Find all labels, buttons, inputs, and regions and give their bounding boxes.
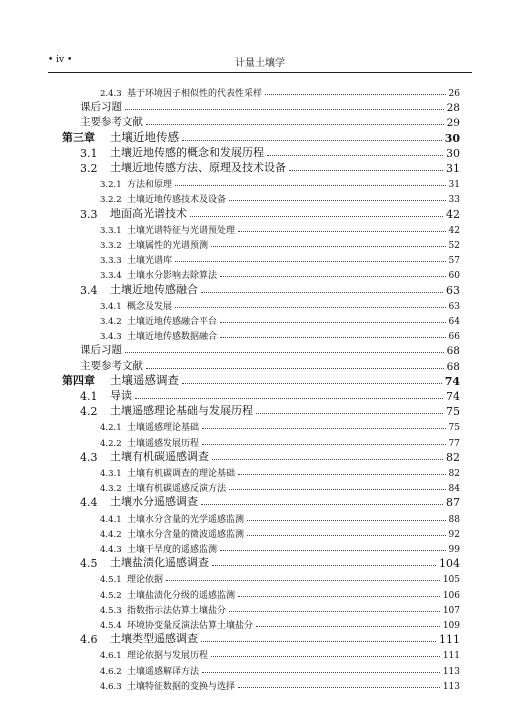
toc-entry-page: 42 bbox=[446, 207, 460, 221]
toc-entry bbox=[80, 449, 460, 464]
toc-entry-title: 土壤水分含量的光学遥感监测 bbox=[127, 514, 245, 525]
dot-leader bbox=[182, 383, 442, 384]
toc-entry-page: 26 bbox=[448, 89, 460, 99]
toc-entry bbox=[100, 646, 460, 661]
toc-entry-number: 3.2.2 bbox=[100, 195, 122, 206]
toc-entry-title: 土壤遥感调查 bbox=[110, 372, 179, 387]
toc-entry-number: 4.6.3 bbox=[100, 681, 122, 692]
dot-leader bbox=[125, 109, 444, 110]
dot-leader bbox=[175, 261, 446, 262]
toc-entry-title: 土壤特征数据的变换与选择 bbox=[127, 681, 236, 692]
dot-leader bbox=[220, 276, 446, 277]
toc-entry-number: 4.4.2 bbox=[100, 529, 122, 540]
toc-entry-number: 4.1 bbox=[80, 390, 98, 403]
dot-leader bbox=[212, 459, 443, 460]
toc-entry-page: 29 bbox=[446, 117, 460, 130]
toc-entry bbox=[100, 677, 460, 692]
toc-entry-page: 87 bbox=[446, 496, 460, 510]
dot-leader bbox=[229, 489, 446, 490]
toc-entry-number: 4.6 bbox=[80, 633, 98, 647]
toc-entry-title: 地面高光谱技术 bbox=[110, 206, 187, 220]
toc-entry-page: 88 bbox=[448, 514, 460, 525]
dot-leader bbox=[175, 185, 446, 186]
toc-entry-title: 基于环境因子相似性的代表性采样 bbox=[127, 89, 263, 99]
dot-leader bbox=[238, 596, 440, 597]
toc-entry-number: 3.4.3 bbox=[100, 332, 122, 343]
dot-leader bbox=[166, 580, 440, 581]
toc-entry-number: 3.3.2 bbox=[100, 241, 122, 251]
dot-leader bbox=[202, 672, 440, 673]
dot-leader bbox=[201, 641, 436, 642]
toc-entry-page: 33 bbox=[448, 195, 460, 206]
toc-entry-number: 4.2.2 bbox=[100, 438, 122, 449]
dot-leader bbox=[220, 550, 446, 551]
toc-entry-page: 109 bbox=[442, 621, 460, 631]
toc-entry bbox=[100, 464, 460, 479]
dot-leader bbox=[229, 611, 440, 612]
toc-entry bbox=[100, 312, 460, 327]
toc-entry-title: 土壤近地传感方法、原理及技术设备 bbox=[110, 161, 286, 174]
toc-entry-title: 土壤近地传感的概念和发展历程 bbox=[110, 145, 264, 159]
toc-entry bbox=[80, 494, 460, 509]
toc-entry-number: 4.6.2 bbox=[100, 666, 122, 677]
toc-entry-title: 土壤遥感理论基础 bbox=[127, 423, 200, 434]
dot-leader bbox=[201, 504, 443, 505]
dot-leader bbox=[267, 155, 443, 156]
toc-entry-page: 75 bbox=[446, 405, 460, 419]
toc-entry-title: 土壤水分含量的微波遥感监测 bbox=[127, 529, 245, 540]
toc-entry-number: 3.2.1 bbox=[100, 180, 122, 191]
toc-entry-page: 68 bbox=[446, 360, 460, 373]
toc-entry-page: 82 bbox=[446, 450, 460, 464]
toc-entry bbox=[100, 297, 460, 312]
toc-entry bbox=[100, 601, 460, 616]
toc-entry-page: 111 bbox=[442, 651, 460, 662]
toc-entry-number: 第三章 bbox=[62, 130, 95, 144]
toc-entry bbox=[100, 251, 460, 266]
toc-entry bbox=[80, 388, 460, 403]
toc-entry-number: 4.3 bbox=[80, 450, 98, 464]
toc-entry-number: 3.4.1 bbox=[100, 301, 122, 312]
toc-entry-page: 106 bbox=[442, 590, 460, 601]
toc-entry-page: 99 bbox=[448, 545, 460, 555]
toc-entry-number: 4.5.1 bbox=[100, 575, 122, 586]
toc-entry-number: 4.2 bbox=[80, 405, 98, 419]
toc-entry-title: 概念及发展 bbox=[127, 301, 173, 312]
toc-entry-title: 土壤近地传感 bbox=[110, 129, 179, 144]
toc-entry bbox=[100, 586, 460, 601]
dot-leader bbox=[212, 565, 436, 566]
dot-leader bbox=[125, 352, 444, 353]
toc-entry bbox=[100, 540, 460, 555]
toc-entry-number: 第四章 bbox=[62, 373, 95, 387]
toc-entry-title: 课后习题 bbox=[80, 344, 122, 357]
toc-entry-title: 理论依据 bbox=[127, 575, 164, 586]
toc-entry-page: 107 bbox=[442, 605, 460, 616]
toc-entry bbox=[80, 145, 460, 160]
toc-entry-page: 77 bbox=[448, 438, 460, 449]
toc-entry-number: 4.5 bbox=[80, 557, 98, 571]
dot-leader bbox=[247, 535, 446, 536]
dot-leader bbox=[238, 231, 446, 232]
toc-entry bbox=[80, 631, 460, 646]
toc-entry bbox=[100, 190, 460, 205]
toc-entry-page: 75 bbox=[448, 423, 460, 434]
toc-entry-page: 52 bbox=[448, 241, 460, 251]
toc-entry bbox=[80, 160, 460, 175]
toc-entry-page: 63 bbox=[446, 283, 460, 297]
book-title: 计量土壤学 bbox=[235, 58, 285, 69]
toc-entry bbox=[100, 327, 460, 342]
toc-entry-page: 74 bbox=[444, 374, 460, 388]
toc-entry-title: 土壤遥感解译方法 bbox=[127, 666, 200, 677]
toc-entry-title: 土壤近地传感融合平台 bbox=[127, 317, 218, 327]
toc-entry bbox=[100, 662, 460, 677]
toc-entry bbox=[80, 555, 460, 570]
toc-entry-title: 土壤遥感理论基础与发展历程 bbox=[110, 404, 253, 418]
dot-leader bbox=[211, 246, 446, 247]
toc-entry-page: 74 bbox=[446, 390, 460, 403]
header-rule bbox=[48, 72, 472, 73]
toc-entry-title: 理论依据与发展历程 bbox=[127, 651, 209, 662]
toc-entry-title: 土壤有机碳调查的理论基础 bbox=[127, 469, 236, 479]
toc-entry-number: 3.1 bbox=[80, 146, 98, 160]
toc-entry-number: 2.4.3 bbox=[100, 89, 122, 99]
toc-entry-page: 68 bbox=[446, 345, 460, 358]
toc-entry-title: 土壤近地传感融合 bbox=[110, 282, 198, 296]
toc-entry-title: 土壤有机碳遥感反演方法 bbox=[127, 484, 227, 495]
dot-leader bbox=[190, 216, 443, 217]
dot-leader bbox=[238, 687, 440, 688]
dot-leader bbox=[220, 337, 446, 338]
dot-leader bbox=[182, 140, 442, 141]
toc-entry-title: 土壤属性的光谱预测 bbox=[127, 241, 209, 251]
toc-entry-title: 土壤光谱特征与光谱预处理 bbox=[127, 225, 236, 236]
toc-entry bbox=[100, 266, 460, 281]
toc-entry-page: 42 bbox=[448, 225, 460, 236]
toc-entry-title: 土壤盐渍化分级的遥感监测 bbox=[127, 590, 236, 601]
toc-entry-number: 3.3.4 bbox=[100, 271, 122, 282]
toc-entry-page: 111 bbox=[439, 633, 460, 647]
toc-entry-title: 导读 bbox=[110, 389, 132, 402]
toc-entry-number: 4.5.2 bbox=[100, 590, 122, 601]
dot-leader bbox=[247, 520, 446, 521]
toc-entry bbox=[100, 510, 460, 525]
toc-entry-page: 63 bbox=[448, 301, 460, 312]
toc-entry-title: 课后习题 bbox=[80, 101, 122, 114]
toc-entry-number: 3.3.3 bbox=[100, 256, 122, 267]
toc-entry bbox=[62, 130, 460, 145]
toc-entry-page: 84 bbox=[448, 484, 460, 495]
dot-leader bbox=[220, 322, 446, 323]
toc-entry-number: 3.4 bbox=[80, 283, 98, 297]
toc-entry bbox=[80, 358, 460, 373]
toc-entry-title: 土壤水分遥感调查 bbox=[110, 495, 198, 509]
dot-leader bbox=[211, 656, 440, 657]
dot-leader bbox=[202, 428, 446, 429]
toc-entry bbox=[62, 373, 460, 388]
toc-entry bbox=[100, 418, 460, 433]
toc-entry bbox=[80, 342, 460, 357]
toc-entry-page: 113 bbox=[442, 681, 460, 692]
toc-entry-title: 主要参考文献 bbox=[80, 359, 143, 372]
toc-entry-page: 57 bbox=[448, 256, 460, 267]
page-folio: • iv • bbox=[48, 55, 73, 65]
toc-entry bbox=[100, 525, 460, 540]
toc-entry bbox=[100, 236, 460, 251]
toc-entry-page: 60 bbox=[448, 271, 460, 282]
toc-entry-page: 64 bbox=[448, 317, 460, 327]
toc-entry-title: 环境协变量反演法估算土壤盐分 bbox=[127, 621, 254, 631]
toc-entry-number: 4.4 bbox=[80, 496, 98, 510]
toc-entry-page: 66 bbox=[448, 332, 460, 343]
toc-entry-title: 土壤遥感发展历程 bbox=[127, 438, 200, 449]
toc-entry-number: 4.2.1 bbox=[100, 423, 122, 434]
dot-leader bbox=[229, 200, 446, 201]
toc-entry-title: 指数指示法估算土壤盐分 bbox=[127, 605, 227, 616]
dot-leader bbox=[135, 398, 443, 399]
toc-entry-title: 土壤水分影响去除算法 bbox=[127, 271, 218, 282]
toc-entry bbox=[80, 99, 460, 114]
toc-entry-page: 104 bbox=[439, 557, 460, 571]
toc-entry-title: 土壤近地传感技术及设备 bbox=[127, 195, 227, 206]
toc-entry-page: 113 bbox=[442, 666, 460, 677]
dot-leader bbox=[201, 292, 443, 293]
toc-entry bbox=[100, 479, 460, 494]
toc-entry-number: 4.4.1 bbox=[100, 514, 122, 525]
toc-entry-number: 4.4.3 bbox=[100, 545, 122, 555]
toc-entry-title: 土壤类型遥感调查 bbox=[110, 632, 198, 646]
toc-entry-page: 30 bbox=[446, 146, 460, 160]
dot-leader bbox=[146, 368, 444, 369]
dot-leader bbox=[238, 474, 446, 475]
toc-entry bbox=[100, 221, 460, 236]
toc-entry bbox=[100, 570, 460, 585]
dot-leader bbox=[146, 124, 444, 125]
toc-entry-title: 土壤干旱度的遥感监测 bbox=[127, 545, 218, 555]
toc-entry-number: 3.4.2 bbox=[100, 317, 122, 327]
toc-entry-number: 4.3.2 bbox=[100, 484, 122, 495]
toc-entry-title: 主要参考文献 bbox=[80, 116, 143, 129]
toc-entry bbox=[100, 434, 460, 449]
dot-leader bbox=[175, 307, 446, 308]
toc-entry-title: 方法和原理 bbox=[127, 180, 173, 191]
toc-entry-number: 4.3.1 bbox=[100, 469, 122, 479]
toc-entry-title: 土壤近地传感数据融合 bbox=[127, 332, 218, 343]
toc-entry-number: 3.3 bbox=[80, 207, 98, 221]
toc-entry-title: 土壤盐渍化遥感调查 bbox=[110, 556, 209, 570]
dot-leader bbox=[289, 170, 443, 171]
toc-entry-page: 31 bbox=[446, 162, 460, 175]
dot-leader bbox=[265, 94, 446, 95]
toc-entry-number: 4.6.1 bbox=[100, 651, 122, 662]
toc-entry bbox=[80, 403, 460, 418]
toc-entry-number: 4.5.4 bbox=[100, 621, 122, 631]
toc-entry-page: 105 bbox=[442, 575, 460, 586]
running-header bbox=[48, 55, 472, 71]
toc-entry-title: 土壤有机碳遥感调查 bbox=[110, 449, 209, 463]
toc-entry-page: 28 bbox=[446, 102, 460, 115]
toc-entry bbox=[100, 616, 460, 631]
toc-entry bbox=[80, 206, 460, 221]
toc-entry bbox=[80, 114, 460, 129]
toc-entry-title: 土壤光谱库 bbox=[127, 256, 173, 267]
toc-entry-number: 3.2 bbox=[80, 162, 98, 175]
toc-entry-page: 30 bbox=[444, 131, 460, 145]
toc-entry bbox=[100, 175, 460, 190]
toc-entry-page: 92 bbox=[448, 529, 460, 540]
toc-entry bbox=[80, 282, 460, 297]
toc-entry-number: 4.5.3 bbox=[100, 605, 122, 616]
toc-entry-page: 31 bbox=[448, 180, 460, 191]
dot-leader bbox=[256, 413, 443, 414]
toc-entry bbox=[100, 84, 460, 99]
dot-leader bbox=[256, 626, 440, 627]
dot-leader bbox=[202, 444, 446, 445]
toc-entry-number: 3.3.1 bbox=[100, 225, 122, 236]
toc-entry-page: 82 bbox=[448, 469, 460, 479]
